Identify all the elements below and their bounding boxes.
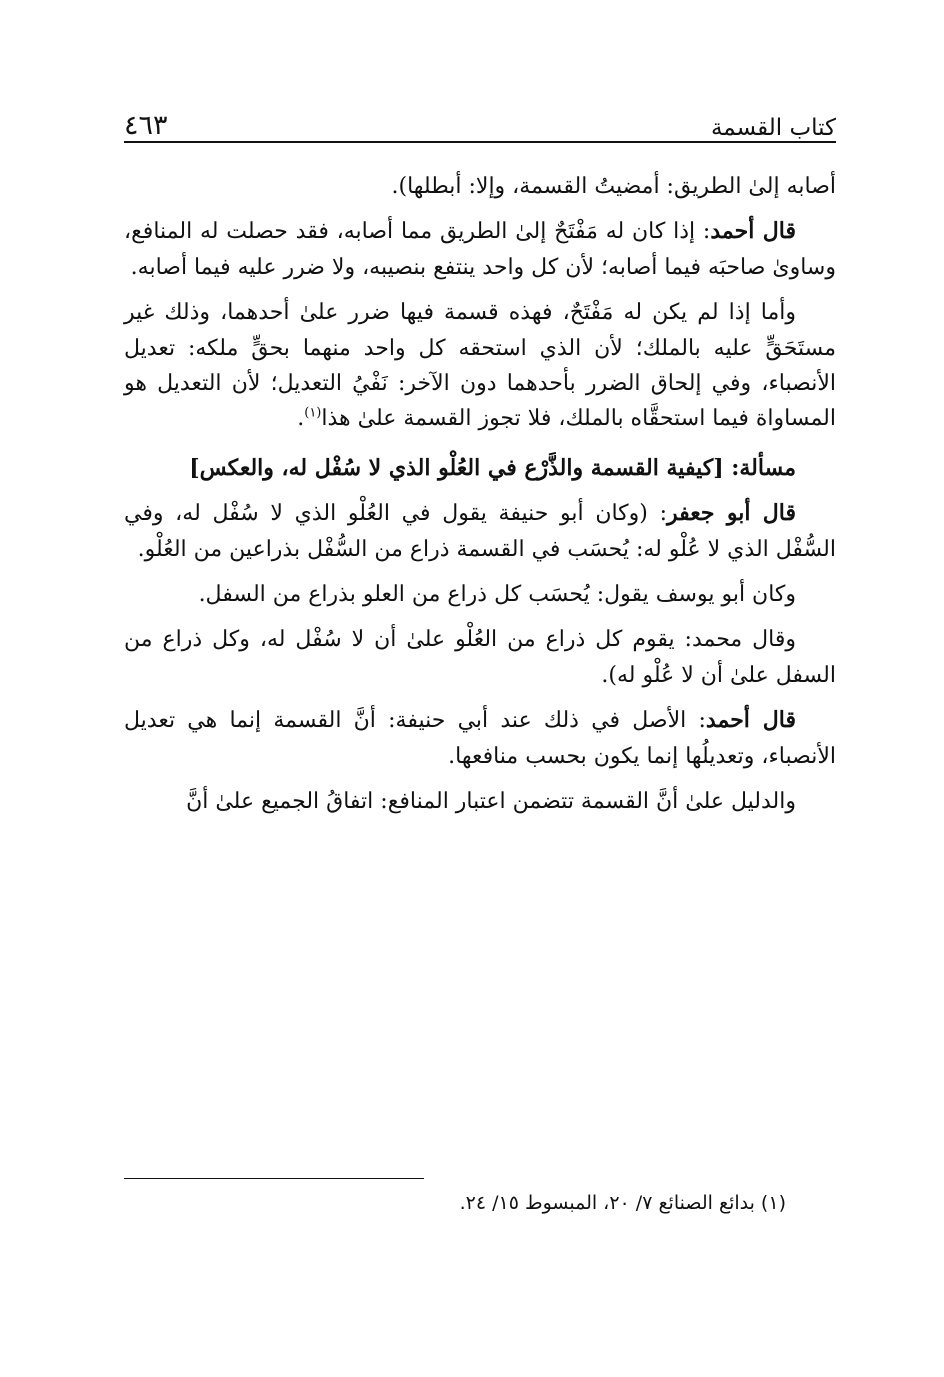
issue-heading: مسألة: [كيفية القسمة والذَّرْع في العُلْو الذي لا سُفْل له، والعكس] xyxy=(189,454,796,481)
footnote: (١) بدائع الصنائع ٧/ ٢٠، المبسوط ١٥/ ٢٤. xyxy=(459,1192,786,1214)
footnote-ref: (١) xyxy=(304,406,322,422)
paragraph-5: وكان أبو يوسف يقول: يُحسَب كل ذراع من العلو بذراع من السفل. xyxy=(198,582,796,608)
book-page xyxy=(124,95,836,830)
chapter-title: كتاب القسمة xyxy=(710,115,836,141)
main-text xyxy=(124,169,836,820)
speaker-label: قال أحمد xyxy=(710,218,796,245)
paragraph-1: أصابه إلىٰ الطريق: أمضيتُ القسمة، وإلا: أبطلها). xyxy=(391,174,836,199)
footnote-divider xyxy=(124,1178,424,1179)
paragraph-8: والدليل علىٰ أنَّ القسمة تتضمن اعتبار المنافع: اتفاقُ الجميع علىٰ أنَّ xyxy=(186,789,796,815)
paragraph-6: وقال محمد: يقوم كل ذراع من العُلْو علىٰ أن لا سُفْل له، وكل ذراع من السفل علىٰ أن لا عُلْو له). xyxy=(124,627,836,688)
page-number: ٤٦٣ xyxy=(124,110,168,141)
paragraph-2: قال أحمد: إذا كان له مَفْتَحٌ إلىٰ الطريق مما أصابه، فقد حصلت له المنافع، وساوىٰ صاحبَه فيما أصابه؛ لأن كل واحد ينتفع بنصيبه، ولا ضرر عليه فيما أصابه. xyxy=(124,218,836,280)
speaker-label: قال أبو جعفر xyxy=(666,500,796,527)
paragraph-7: قال أحمد: الأصل في ذلك عند أبي حنيفة: أنَّ القسمة إنما هي تعديل الأنصباء، وتعديلُها إنما يكون بحسب منافعها. xyxy=(124,707,836,769)
speaker-label: قال أحمد xyxy=(705,707,796,734)
paragraph-3: وأما إذا لم يكن له مَفْتَحٌ، فهذه قسمة فيها ضرر علىٰ أحدهما، وذلك غير مستَحَقٍّ عليه بالملك؛ لأن الذي استحقه كل واحد منهما بحقٍّ ملكه: تعديل الأنصباء، وفي إلحاق الضرر بأحدهما دون الآخر: نَفْيُ التعديل؛ لأن التعديل هو المساواة فيما استحقَّاه بالملك، فلا تجوز القسمة علىٰ هذا$^{(١)}$. xyxy=(124,300,836,432)
paragraph-4: قال أبو جعفر: (وكان أبو حنيفة يقول في العُلْو الذي لا سُفْل له، وفي السُّفْل الذي لا عُلْو له: يُحسَب في القسمة ذراع من السُّفْل بذراعين من العُلْو. xyxy=(124,500,836,562)
running-header xyxy=(124,95,836,143)
